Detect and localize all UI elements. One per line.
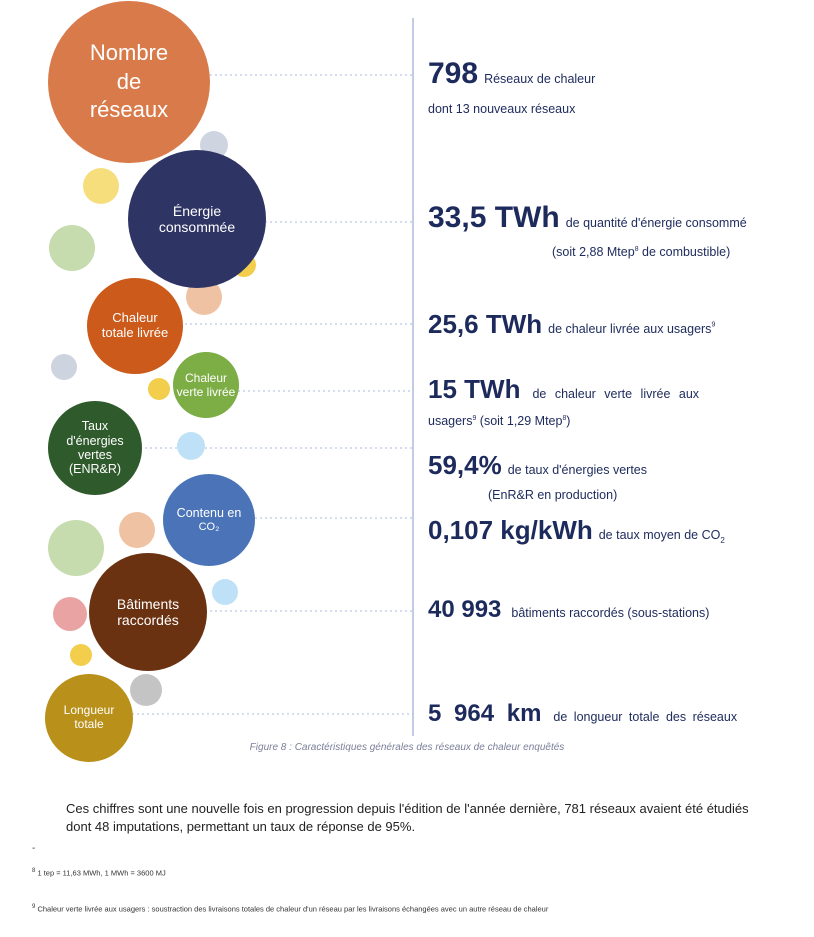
stat-desc: Réseaux de chaleur [484,72,596,86]
footnote-text: 1 tep = 11,63 MWh, 1 MWh = 3600 MJ [37,868,166,878]
stat-reseaux-sub [428,100,575,118]
decorative-circle [48,520,104,576]
footnote-ref: 9 [472,414,477,422]
stat-desc: de chaleur livrée aux usagers [548,322,712,336]
decorative-circle [130,674,162,706]
label-chaleur-verte: Chaleur verte livrée [176,371,236,399]
stat-value: 15 TWh [428,374,521,404]
decorative-circle [148,378,170,400]
decorative-circle [49,225,95,271]
stat-energie-sub [552,243,730,261]
stat-energie [428,201,747,235]
stat-value: 25,6 TWh [428,309,543,339]
stat-taux-sub [488,486,617,504]
label-longueur: Longueur totale [63,703,115,731]
stat-desc: de taux moyen de CO [598,528,721,542]
decorative-circle [177,432,205,460]
footnote-8 [32,868,166,878]
stat-desc-sub: dont 13 nouveaux réseaux [428,102,576,116]
footnote-separator: - [32,843,36,854]
stat-taux [428,450,647,481]
label-energie-consommee: Énergie consommée [158,202,236,235]
footnote-number: 8 [32,868,36,874]
body-paragraph: Ces chiffres sont une nouvelle fois en progression depuis l'édition de l'année dernière, 781 réseaux avaient été étudiés dont 48 imputations, permettant un taux de réponse de 95%. [66,801,749,834]
decorative-circle [212,579,238,605]
stat-chaleur-verte [428,374,699,405]
stat-desc-part: ) [566,414,571,428]
footnote-ref: 9 [711,321,716,329]
stat-desc-part: usagers [428,414,473,428]
stat-value: 40 993 [428,596,502,623]
subscript-2: 2 [720,536,725,546]
label-nombre-reseaux: Nombre de réseaux [89,40,169,123]
stat-desc: de quantité d'énergie consommé [565,216,747,230]
footnote-text: Chaleur verte livrée aux usagers : soustraction des livraisons totales de chaleur d'un réseau par les livraisons échangées avec un autre réseau de chaleur [37,904,549,914]
label-taux-enr: Taux d'énergies vertes (ENR&R) [66,419,124,477]
label-batiments: Bâtiments raccordés [116,595,180,628]
footnote-ref: 8 [634,245,639,253]
decorative-circle [83,168,119,204]
decorative-circle [119,512,155,548]
stat-value: 59,4% [428,450,502,480]
stat-value: 5 964 km [428,700,542,727]
stat-desc-sub [428,414,570,428]
stat-chaleur-totale [428,309,715,340]
stat-value: 0,107 kg/kWh [428,515,593,545]
footnote-9 [32,904,548,914]
footnote-ref: 8 [562,414,567,422]
decorative-circle [51,354,77,380]
stat-reseaux [428,57,595,91]
stat-desc: bâtiments raccordés (sous-stations) [511,606,710,620]
stat-desc-part: (soit 1,29 Mtep [476,414,563,428]
label-contenu-co2-text: CO₂ [198,520,220,533]
stat-desc-part: (soit 2,88 Mtep [552,245,635,259]
decorative-circle [53,597,87,631]
stat-desc-part: de combustible) [638,245,731,259]
decorative-circle [70,644,92,666]
stat-desc: de longueur totale des réseaux [553,710,738,724]
stat-value: 798 [428,57,479,90]
stat-desc-sub: (EnR&R en production) [488,488,618,502]
stat-value: 33,5 TWh [428,201,560,234]
stat-desc-sub [552,245,730,259]
label-contenu-co2 [164,500,254,540]
stat-desc: de chaleur verte livrée aux [532,387,700,401]
stat-longueur [428,700,737,728]
label-contenu-line1: Contenu en [176,506,242,521]
label-chaleur-totale: Chaleur totale livrée [101,310,169,340]
stat-batiments [428,596,709,624]
stat-co2 [428,515,725,546]
footnote-number: 9 [32,904,36,910]
stat-chaleur-verte-sub [428,412,570,430]
stat-desc: de taux d'énergies vertes [507,463,648,477]
figure-caption: Figure 8 : Caractéristiques générales des réseaux de chaleur enquêtés [249,742,565,753]
